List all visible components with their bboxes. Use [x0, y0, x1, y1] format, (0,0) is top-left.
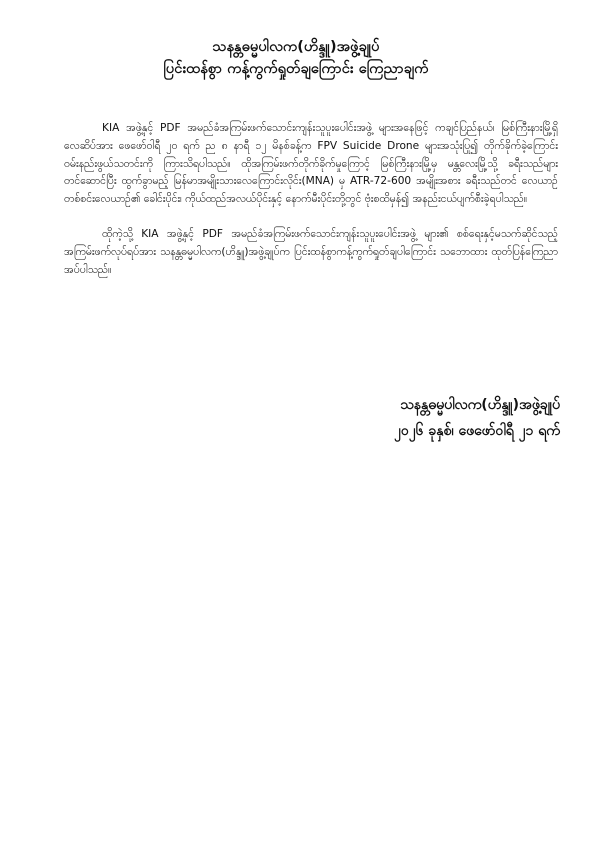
document-body [64, 120, 558, 296]
signature-block [394, 392, 560, 444]
signature-organization: သနန္တဓမ္မပါလက(ဟိန္ဒူ)အဖွဲ့ချုပ် [400, 397, 560, 413]
document-title-organization: သနန္တဓမ္မပါလက(ဟိန္ဒူ)အဖွဲ့ချုပ် [212, 39, 380, 55]
signature-date: ၂၀၂၆ ခုနှစ်၊ ဖေဖော်ဝါရီ ၂၁ ရက် [394, 423, 560, 439]
paragraph-1: KIA အဖွဲ့နှင့် PDF အမည်ခံအကြမ်းဖက်သောင်းကျန်းသူပူးပေါင်းအဖွဲ့ များအနေဖြင့် ကချင်ပြည်နယ်၊ မြစ်ကြီးနားမြို့ရှိ လေဆိပ်အား ဖေဖော်ဝါရီ ၂၀ ရက် ည ၈ နာရီ ၁၂ မိနစ်ခန့်က FPV Suicide Drone များအသုံးပြု၍ တိုက်ခိုက်ခဲ့ကြောင်း ဝမ်းနည်းဖွယ်သတင်းကို ကြားသိရပါသည်။ ထိုအကြမ်းဖက်တိုက်ခိုက်မှုကြောင့် မြစ်ကြီးနားမြို့မှ မန္တလေးမြို့သို့ ခရီးသည်များ တင်ဆောင်ပြီး ထွက်ခွာမည့် မြန်မာအမျိုးသားလေကြောင်းလိုင်း(MNA) မှ ATR-72-600 အမျိုးအစား ခရီးသည်တင် လေယာဉ်တစ်စင်းလေယာဉ်၏ ခေါင်းပိုင်း၊ ကိုယ်ထည်အလယ်ပိုင်းနှင့် နောက်မီးပိုင်းတို့တွင် ဗုံးစထိမှန်၍ အနည်းငယ်ပျက်စီးခဲ့ရပါသည်။ [64, 122, 558, 206]
paragraph-2: ထိုကဲ့သို့ KIA အဖွဲ့နှင့် PDF အမည်ခံအကြမ်းဖက်သောင်းကျန်းသူပူးပေါင်းအဖွဲ့ များ၏ စစ်ရေးနှင့်မသက်ဆိုင်သည့် အကြမ်းဖက်လုပ်ရပ်အား သနန္တဓမ္မပါလက(ဟိန္ဒူ)အဖွဲ့ချုပ်က ပြင်းထန်စွာကန့်ကွက်ရှုတ်ချပါကြောင်း သဘောထား ထုတ်ပြန်ကြေညာအပ်ပါသည်။ [64, 227, 558, 276]
document-header [0, 36, 592, 80]
document-title-statement: ပြင်းထန်စွာ ကန့်ကွက်ရှုတ်ချကြောင်း ကြေညာချက် [163, 61, 429, 77]
